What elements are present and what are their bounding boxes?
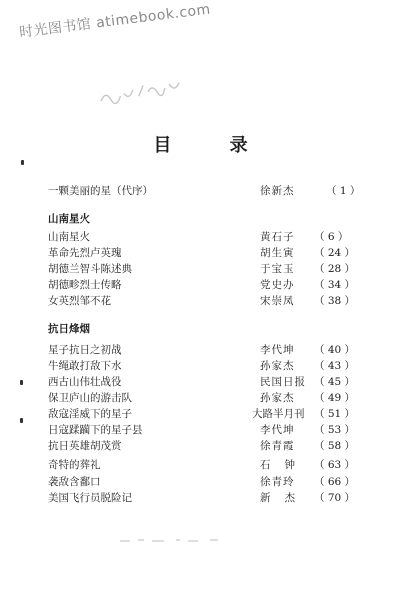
section-heading: 山南星火 xyxy=(48,213,90,225)
entry-page: （ 28 ） xyxy=(314,263,356,275)
faded-stamp xyxy=(95,70,198,111)
entry-title: 一颗美丽的星（代序） xyxy=(48,185,153,197)
entry-author: 孙家杰 xyxy=(260,392,295,404)
page-title: 目 录 xyxy=(153,135,274,156)
toc-entry xyxy=(48,422,368,438)
entry-title: 美国飞行员脱险记 xyxy=(48,492,132,504)
entry-title: 星子抗日之初战 xyxy=(48,344,122,356)
entry-page: （ 24 ） xyxy=(314,247,356,259)
entry-author: 于宝玉 xyxy=(260,263,295,275)
toc-entry xyxy=(48,390,368,406)
entry-page: （ 34 ） xyxy=(314,279,356,291)
entry-author: 徐青玲 xyxy=(260,476,295,488)
entry-title: 女英烈邹不花 xyxy=(48,295,111,307)
margin-mark xyxy=(20,380,23,385)
entry-page: （ 53 ） xyxy=(314,424,356,436)
toc-entry-preface xyxy=(48,183,368,199)
entry-author: 徐青霞 xyxy=(260,440,295,452)
toc-entry xyxy=(48,438,368,454)
entry-author: 李代坤 xyxy=(260,424,295,436)
entry-page: （ 40 ） xyxy=(314,344,356,356)
entry-page: （ 70 ） xyxy=(314,492,356,504)
entry-title: 山南星火 xyxy=(48,231,90,243)
entry-author: 党史办 xyxy=(260,279,295,291)
entry-author: 黄石子 xyxy=(260,231,295,243)
toc-entry xyxy=(48,342,368,358)
toc-entry xyxy=(48,406,368,422)
toc-entry xyxy=(48,490,368,506)
entry-title: 抗日英雄胡茂赏 xyxy=(48,440,122,452)
entry-author: 民国日报 xyxy=(260,376,306,388)
smudge-icon xyxy=(118,535,238,545)
section-heading: 抗日烽烟 xyxy=(48,323,90,335)
toc-entry xyxy=(48,358,368,374)
entry-title: 袭敌含鄱口 xyxy=(48,476,101,488)
entry-author: 新杰 xyxy=(260,492,309,504)
entry-page: （ 58 ） xyxy=(314,440,356,452)
entry-author: 胡生寅 xyxy=(260,247,295,259)
entry-page: （ 66 ） xyxy=(314,476,356,488)
entry-page: （ 49 ） xyxy=(314,392,356,404)
margin-mark xyxy=(20,418,23,423)
entry-title: 西古山伟壮战役 xyxy=(48,376,122,388)
entry-title: 保卫庐山的游击队 xyxy=(48,392,132,404)
entry-title: 牛绳敢打敌下水 xyxy=(48,360,122,372)
entry-author: 李代坤 xyxy=(260,344,295,356)
toc-entry xyxy=(48,474,368,490)
entry-author: 宋崇凤 xyxy=(260,295,295,307)
faded-footer-smudge xyxy=(118,535,238,545)
toc-entry xyxy=(48,245,368,261)
entry-page: （ 43 ） xyxy=(314,360,356,372)
entry-title: 敌寇淫威下的星子 xyxy=(48,408,132,420)
entry-title: 奇特的葬礼 xyxy=(48,459,101,471)
toc-entry xyxy=(48,374,368,390)
entry-author: 石钟 xyxy=(260,459,309,471)
toc-entry xyxy=(48,457,368,473)
entry-page: （ 51 ） xyxy=(314,408,356,420)
margin-mark xyxy=(21,160,24,165)
stamp-scribble-icon xyxy=(95,70,198,111)
toc-entry xyxy=(48,261,368,277)
toc-entry xyxy=(48,293,368,309)
toc-entry xyxy=(48,277,368,293)
entry-author: 大路半月刊 xyxy=(252,408,305,420)
entry-title: 胡德兰智斗陈述典 xyxy=(48,263,132,275)
site-watermark: 时光图书馆 atimebook.com xyxy=(18,1,212,41)
entry-author: 徐新杰 xyxy=(260,185,295,197)
entry-title: 日寇蹂躏下的星子县 xyxy=(48,424,143,436)
entry-page: （ 6 ） xyxy=(314,231,349,243)
entry-page: （ 1 ） xyxy=(326,185,361,197)
entry-title: 胡德畛烈士传略 xyxy=(48,279,122,291)
entry-page: （ 38 ） xyxy=(314,295,356,307)
entry-page: （ 45 ） xyxy=(314,376,356,388)
entry-page: （ 63 ） xyxy=(314,459,356,471)
toc-entry xyxy=(48,229,368,245)
entry-author: 孙家杰 xyxy=(260,360,295,372)
entry-title: 革命先烈卢英瑰 xyxy=(48,247,122,259)
